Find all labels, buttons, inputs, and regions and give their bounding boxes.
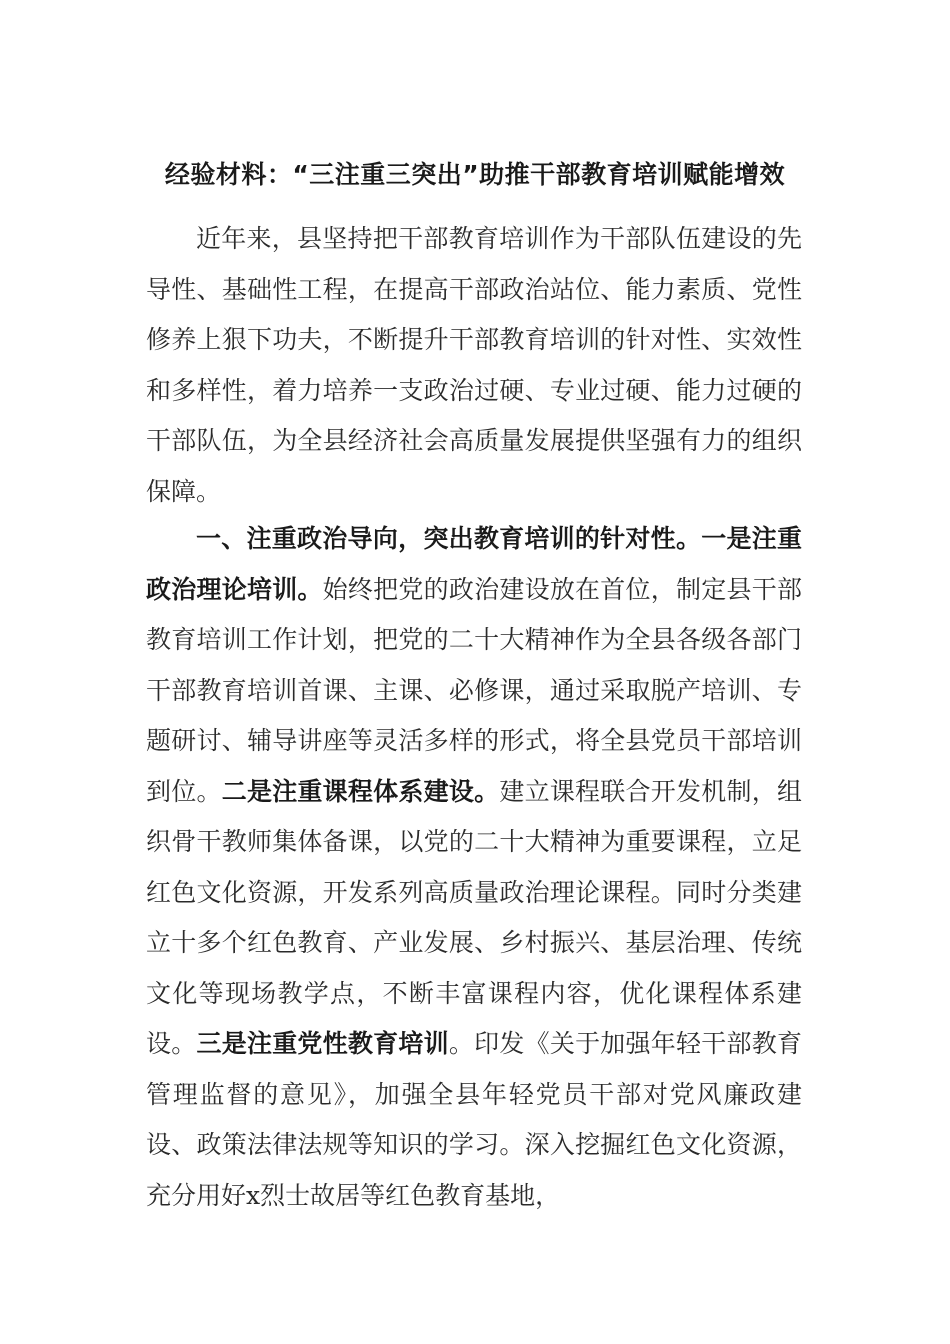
section-1-text-2: 建立课程联合开发机制，组织骨干教师集体备课，以党的二十大精神为重要课程，立足红色文化资源，开发系列高质量政治理论课程。同时分类建立十多个红色教育、产业发展、乡村振兴、基层治理、传统文化等现场教学点，不断丰富课程内容，优化课程体系建设。 bbox=[146, 776, 802, 1058]
section-1-paragraph bbox=[146, 514, 802, 1221]
section-1-text-3: 。印发《关于加强年轻干部教育管理监督的意见》，加强全县年轻党员干部对党风廉政建设、政策法律法规等知识的学习。深入挖掘红色文化资源，充分用好x烈士故居等红色教育基地， bbox=[146, 1029, 802, 1210]
intro-paragraph: 近年来，县坚持把干部教育培训作为干部队伍建设的先导性、基础性工程，在提高干部政治站位、能力素质、党性修养上狠下功夫，不断提升干部教育培训的针对性、实效性和多样性，着力培养一支政治过硬、专业过硬、能力过硬的干部队伍，为全县经济社会高质量发展提供坚强有力的组织保障。 bbox=[146, 224, 802, 506]
section-1-point-3: 三是注重党性教育培训 bbox=[196, 1029, 449, 1058]
page-title: 经验材料：“三注重三突出”助推干部教育培训赋能增效 bbox=[164, 160, 786, 189]
section-1-point-2: 二是注重课程体系建设。 bbox=[221, 776, 500, 806]
section-1-heading: 一、注重政治导向，突出教育培训的针对性。一是注重政治理论培训。 bbox=[146, 524, 802, 604]
section-1-text-1: 始终把党的政治建设放在首位，制定县干部教育培训工作计划，把党的二十大精神作为全县各级各部门干部教育培训首课、主课、必修课，通过采取脱产培训、专题研讨、辅导讲座等灵活多样的形式，将全县党员干部培训到位。 bbox=[146, 574, 802, 806]
